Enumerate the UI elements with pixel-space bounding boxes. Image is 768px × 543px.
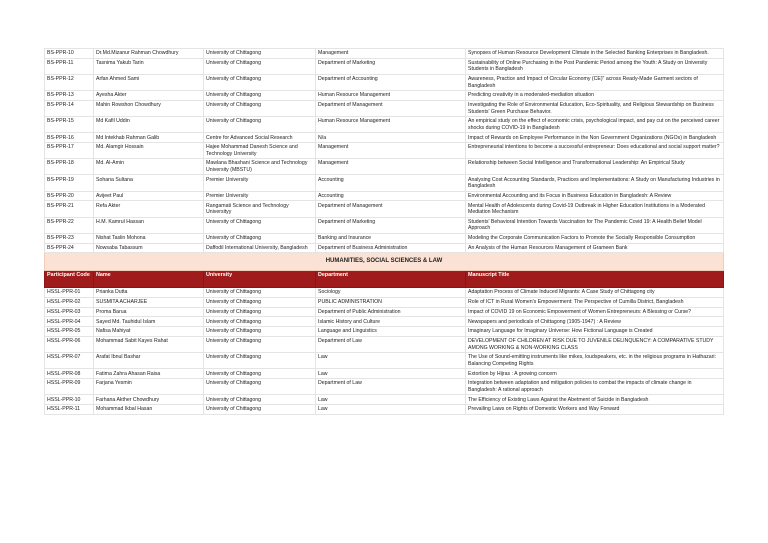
header-university: University [204,270,316,287]
manuscript-title-cell: An empirical study on the effect of economic crisis, psychological impact, and pay cut on the perceived career shocks during COVID-19 in Bangladesh [466,117,724,133]
university-cell: University of Chittagong [204,395,316,405]
university-cell: University of Chittagong [204,91,316,101]
department-cell: Accounting [316,191,466,201]
department-cell: N/a [316,133,466,143]
table-row [45,337,724,353]
department-cell: Department of Business Administration [316,243,466,253]
table-row [45,405,724,415]
manuscript-title-cell: Relationship between Social Intelligence and Transformational Leadership: An Empirical Study [466,159,724,175]
humanities-rows [45,288,724,415]
table-row [45,91,724,101]
manuscript-title-cell: Awareness, Practice and Impact of Circular Economy (CE)" across Ready-Made Garment sectors of Bangladesh [466,74,724,90]
manuscript-title-cell: Investigating the Role of Environmental Education, Eco-Spirituality, and Religious Stewardship on Business Students' Green Purchase Behavior. [466,100,724,116]
manuscript-title-cell: Adaptation Process of Climate Induced Migrants: A Case Study of Chittagong city [466,288,724,298]
participant-code-cell: BS-PPR-15 [45,117,94,133]
university-cell: Rangamati Science and Technology Universityy [204,201,316,217]
table-row [45,74,724,90]
header-participant-code: Participant Code [45,270,94,287]
manuscript-title-cell: Role of ICT in Rural Women's Empowerment: The Perspective of Cumilla District, Bangladesh [466,297,724,307]
name-cell: Mahin Rowshon Chowdhury [94,100,204,116]
participant-code-cell: BS-PPR-19 [45,175,94,191]
name-cell: Dr.Md.Mizanur Rahman Chowdhury [94,49,204,59]
department-cell: Human Resource Management [316,117,466,133]
university-cell: University of Chittagong [204,288,316,298]
university-cell: University of Chittagong [204,327,316,337]
department-cell: PUBLIC ADMINISTRATION [316,297,466,307]
table-row [45,49,724,59]
participant-code-cell: HSSL-PPR-10 [45,395,94,405]
table-row [45,243,724,253]
table-row [45,369,724,379]
table-header-row [45,270,724,287]
manuscript-title-cell: Impact of COVID 19 on Economic Empowerment of Women Entrepreneurs: A Blessing or Curse? [466,307,724,317]
name-cell: Mohammad Ikbal Hasan [94,405,204,415]
business-studies-rows [45,49,724,253]
department-cell: Islamic History and Culture [316,317,466,327]
table-row [45,117,724,133]
name-cell: Md. Alamgir Hossain [94,143,204,159]
participant-code-cell: HSSL-PPR-07 [45,353,94,369]
section-heading-row [45,253,724,270]
name-cell: Farhana Akther Chowdhury [94,395,204,405]
manuscript-title-cell: Predicting creativity in a moderated-mediation situation [466,91,724,101]
participant-code-cell: HSSL-PPR-03 [45,307,94,317]
name-cell: Farjana Yesmin [94,379,204,395]
table-row [45,133,724,143]
department-cell: Management [316,159,466,175]
university-cell: University of Chittagong [204,233,316,243]
table-row [45,191,724,201]
participant-code-cell: HSSL-PPR-01 [45,288,94,298]
table-row [45,288,724,298]
name-cell: Sohana Sultana [94,175,204,191]
name-cell: H.M. Kamrul Hassan [94,217,204,233]
participant-table-page [44,48,723,415]
participant-code-cell: HSSL-PPR-04 [45,317,94,327]
table-row [45,353,724,369]
participant-code-cell: HSSL-PPR-11 [45,405,94,415]
participant-code-cell: HSSL-PPR-05 [45,327,94,337]
table-row [45,317,724,327]
table-row [45,297,724,307]
table-row [45,327,724,337]
department-cell: Language and Linguistics [316,327,466,337]
university-cell: University of Chittagong [204,74,316,90]
name-cell: Fatima Zahra Ahasan Raisa [94,369,204,379]
table-row [45,159,724,175]
participant-code-cell: BS-PPR-24 [45,243,94,253]
university-cell: University of Chittagong [204,337,316,353]
name-cell: Prianka Dutta [94,288,204,298]
table-row [45,233,724,243]
university-cell: University of Chittagong [204,379,316,395]
university-cell: University of Chittagong [204,317,316,327]
department-cell: Law [316,395,466,405]
table-row [45,100,724,116]
manuscript-title-cell: Environmental Accounting and its Focus in Business Education in Bangladesh: A Review [466,191,724,201]
name-cell: Nishat Taslin Mohona [94,233,204,243]
name-cell: Mohammad Sabit Kayes Rahat [94,337,204,353]
department-cell: Management [316,49,466,59]
university-cell: Hajee Mohammad Danesh Science and Technology University [204,143,316,159]
manuscript-title-cell: The Efficiency of Existing Laws Against the Abetment of Suicide in Bangladesh [466,395,724,405]
participant-code-cell: BS-PPR-10 [45,49,94,59]
manuscript-title-cell: Extortion by Hijras : A growing concern [466,369,724,379]
table-row [45,175,724,191]
department-cell: Department of Public Administration [316,307,466,317]
department-cell: Law [316,369,466,379]
university-cell: University of Chittagong [204,369,316,379]
university-cell: Premier University [204,191,316,201]
university-cell: University of Chittagong [204,297,316,307]
department-cell: Accounting [316,175,466,191]
table-row [45,395,724,405]
manuscript-title-cell: Integration between adaptation and mitigation policies to combat the impacts of climate change in Bangladesh: A rational approach [466,379,724,395]
name-cell: Arafat Ibnul Bashar [94,353,204,369]
department-cell: Department of Law [316,379,466,395]
university-cell: University of Chittagong [204,49,316,59]
manuscript-title-cell: Synopses of Human Resource Development Climate in the Selected Banking Enterprises in Bangladesh. [466,49,724,59]
department-cell: Management [316,143,466,159]
university-cell: Premier University [204,175,316,191]
department-cell: Department of Marketing [316,58,466,74]
participant-code-cell: BS-PPR-18 [45,159,94,175]
participant-code-cell: BS-PPR-12 [45,74,94,90]
manuscript-title-cell: DEVELOPMENT OF CHILDREN AT RISK DUE TO JUVENILE DELINQUENCY: A COMPARATIVE STUDY AMONG WORKING & NON-WORKING CLASS [466,337,724,353]
department-cell: Department of Law [316,337,466,353]
department-cell: Sociology [316,288,466,298]
university-cell: University of Chittagong [204,307,316,317]
university-cell: University of Chittagong [204,405,316,415]
university-cell: University of Chittagong [204,217,316,233]
manuscript-title-cell: Sustainability of Online Purchasing in the Post Pandemic Period among the Youth: A Study on University Students in Bangladesh [466,58,724,74]
manuscript-title-cell: Newspapers and periodicals of Chittagong (1905-1947) : A Review [466,317,724,327]
university-cell: University of Chittagong [204,58,316,74]
participant-table [44,48,724,415]
name-cell: Avijeet Paul [94,191,204,201]
header-manuscript-title: Manuscript Title [466,270,724,287]
table-row [45,307,724,317]
table-row [45,217,724,233]
participant-code-cell: HSSL-PPR-06 [45,337,94,353]
participant-code-cell: HSSL-PPR-08 [45,369,94,379]
table-row [45,143,724,159]
manuscript-title-cell: Mental Health of Adolescents during Covid-19 Outbreak in Higher Education Institutions in a Moderated Mediation Mechanism [466,201,724,217]
university-cell: Mawlana Bhashani Science and Technology University (MBSTU) [204,159,316,175]
name-cell: Arfan Ahmed Sami [94,74,204,90]
department-cell: Department of Management [316,100,466,116]
participant-code-cell: BS-PPR-20 [45,191,94,201]
manuscript-title-cell: The Use of Sound-emitting instruments like mikes, loudspeakers, etc. in the religious programs in Hathazari: Balancing Competing Rights [466,353,724,369]
participant-code-cell: BS-PPR-14 [45,100,94,116]
table-row [45,201,724,217]
department-cell: Law [316,353,466,369]
table-row [45,379,724,395]
section-title: HUMANITIES, SOCIAL SCIENCES & LAW [45,253,724,270]
name-cell: Refa Akter [94,201,204,217]
participant-code-cell: BS-PPR-11 [45,58,94,74]
university-cell: University of Chittagong [204,117,316,133]
name-cell: Md Kafil Uddin [94,117,204,133]
name-cell: SUSMITA ACHARJEE [94,297,204,307]
manuscript-title-cell: Impact of Rewards on Employee Performance in the Non Government Organizations (NGOs) in Bangladesh [466,133,724,143]
department-cell: Department of Marketing [316,217,466,233]
department-cell: Human Resource Management [316,91,466,101]
name-cell: Ayesha Akter [94,91,204,101]
department-cell: Law [316,405,466,415]
header-department: Department [316,270,466,287]
manuscript-title-cell: Entrepreneurial intentions to become a successful entrepreneur: Does educational and social support matter? [466,143,724,159]
header-name: Name [94,270,204,287]
manuscript-title-cell: Analysing Cost Accounting Standards, Practices and Implementations: A Study on Manufacturing Industries in Bangladesh [466,175,724,191]
name-cell: Tasnima Yakub Tarin [94,58,204,74]
department-cell: Department of Accounting [316,74,466,90]
manuscript-title-cell: Prevailing Laws on Rights of Domestic Workers and Way Forward [466,405,724,415]
participant-code-cell: BS-PPR-17 [45,143,94,159]
university-cell: Centre for Advanced Social Research [204,133,316,143]
name-cell: Proma Barua [94,307,204,317]
university-cell: University of Chittagong [204,353,316,369]
manuscript-title-cell: Imaginary Language for Imaginary Universe: How Fictional Language is Created [466,327,724,337]
participant-code-cell: BS-PPR-21 [45,201,94,217]
manuscript-title-cell: An Analysis of the Human Resources Management of Grameen Bank [466,243,724,253]
participant-code-cell: BS-PPR-13 [45,91,94,101]
manuscript-title-cell: Modeling the Corporate Communication Factors to Promote the Socially Responsible Consumption [466,233,724,243]
name-cell: Md. Al-Amin [94,159,204,175]
participant-code-cell: BS-PPR-22 [45,217,94,233]
participant-code-cell: BS-PPR-23 [45,233,94,243]
department-cell: Banking and Insurance [316,233,466,243]
university-cell: Daffodil International University, Bangladesh [204,243,316,253]
name-cell: Sayed Md. Tauhidul Islam [94,317,204,327]
participant-code-cell: BS-PPR-16 [45,133,94,143]
name-cell: Nafisa Mahiyat [94,327,204,337]
department-cell: Department of Management [316,201,466,217]
participant-code-cell: HSSL-PPR-02 [45,297,94,307]
participant-code-cell: HSSL-PPR-09 [45,379,94,395]
table-row [45,58,724,74]
university-cell: University of Chittagong [204,100,316,116]
manuscript-title-cell: Students' Behavioral Intention Towards Vaccination for The Pandemic Covid 19: A Health Belief Model Approach [466,217,724,233]
name-cell: Nowsaba Tabassum [94,243,204,253]
name-cell: Md Intekhab Rahman Galib [94,133,204,143]
